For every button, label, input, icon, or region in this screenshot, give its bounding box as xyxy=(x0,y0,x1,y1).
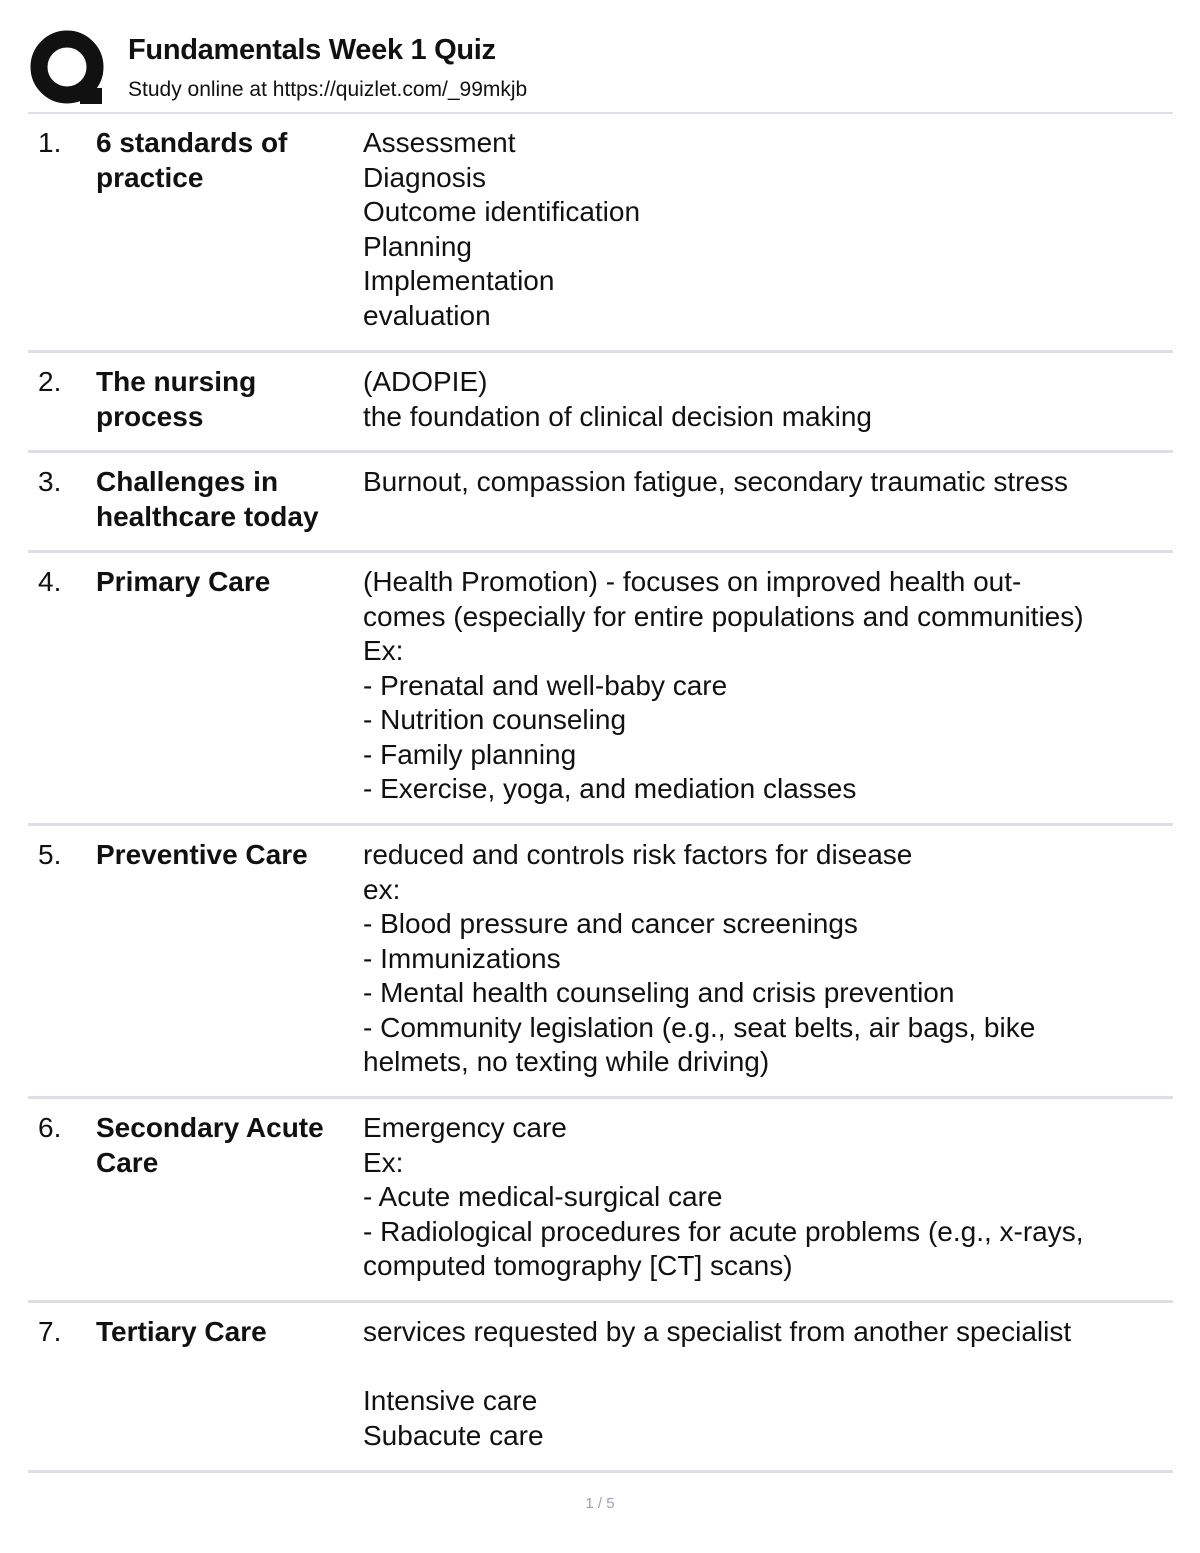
card-term: Tertiary Care xyxy=(96,1316,267,1347)
card-definition: Emergency care Ex: - Acute medical-surgical care - Radiological procedures for acute problems (e.g., x-rays, computed tomography [CT] scans) xyxy=(363,1112,1084,1281)
flashcard-row xyxy=(28,1099,1173,1303)
card-definition: (Health Promotion) - focuses on improved health out- comes (especially for entire populations and communities) Ex: - Prenatal and well-baby care - Nutrition counseling - Family planning - Exercise, yoga, and mediation classes xyxy=(363,566,1084,804)
card-number: 1. xyxy=(38,127,62,158)
flashcard-row xyxy=(28,353,1173,453)
card-term: 6 standards of practice xyxy=(96,127,288,193)
flashcard-row xyxy=(28,114,1173,353)
card-definition: Assessment Diagnosis Outcome identification Planning Implementation evaluation xyxy=(363,127,641,331)
card-term: Primary Care xyxy=(96,566,271,597)
flashcard-row xyxy=(28,1303,1173,1473)
card-number: 3. xyxy=(38,466,62,497)
page-number: 1 / 5 xyxy=(585,1495,615,1512)
card-number: 2. xyxy=(38,366,62,397)
quizlet-q-logo-icon xyxy=(30,30,108,108)
flashcard-row xyxy=(28,553,1173,826)
card-term: Challenges in healthcare today xyxy=(96,466,319,532)
card-definition: reduced and controls risk factors for disease ex: - Blood pressure and cancer screenings - Immunizations - Mental health counseling and crisis prevention - Community legislation (e.g., seat belts, air bags, bike helmets, no texting while driving) xyxy=(363,839,1036,1077)
card-number: 5. xyxy=(38,839,62,870)
flashcard-list xyxy=(28,114,1173,1473)
card-definition: services requested by a specialist from another specialist Intensive care Subacute care xyxy=(363,1316,1072,1451)
card-number: 4. xyxy=(38,566,62,597)
card-term: Preventive Care xyxy=(96,839,308,870)
study-online-link[interactable]: Study online at https://quizlet.com/_99mkjb xyxy=(128,78,528,101)
card-number: 6. xyxy=(38,1112,62,1143)
card-number: 7. xyxy=(38,1316,62,1347)
flashcard-row xyxy=(28,453,1173,553)
card-definition: (ADOPIE) the foundation of clinical decision making xyxy=(363,366,872,432)
page-title: Fundamentals Week 1 Quiz xyxy=(128,34,496,66)
card-term: Secondary Acute Care xyxy=(96,1112,324,1178)
card-term: The nursing process xyxy=(96,366,257,432)
card-definition: Burnout, compassion fatigue, secondary traumatic stress xyxy=(363,466,1069,497)
flashcard-row xyxy=(28,826,1173,1099)
document-header xyxy=(30,30,1172,114)
